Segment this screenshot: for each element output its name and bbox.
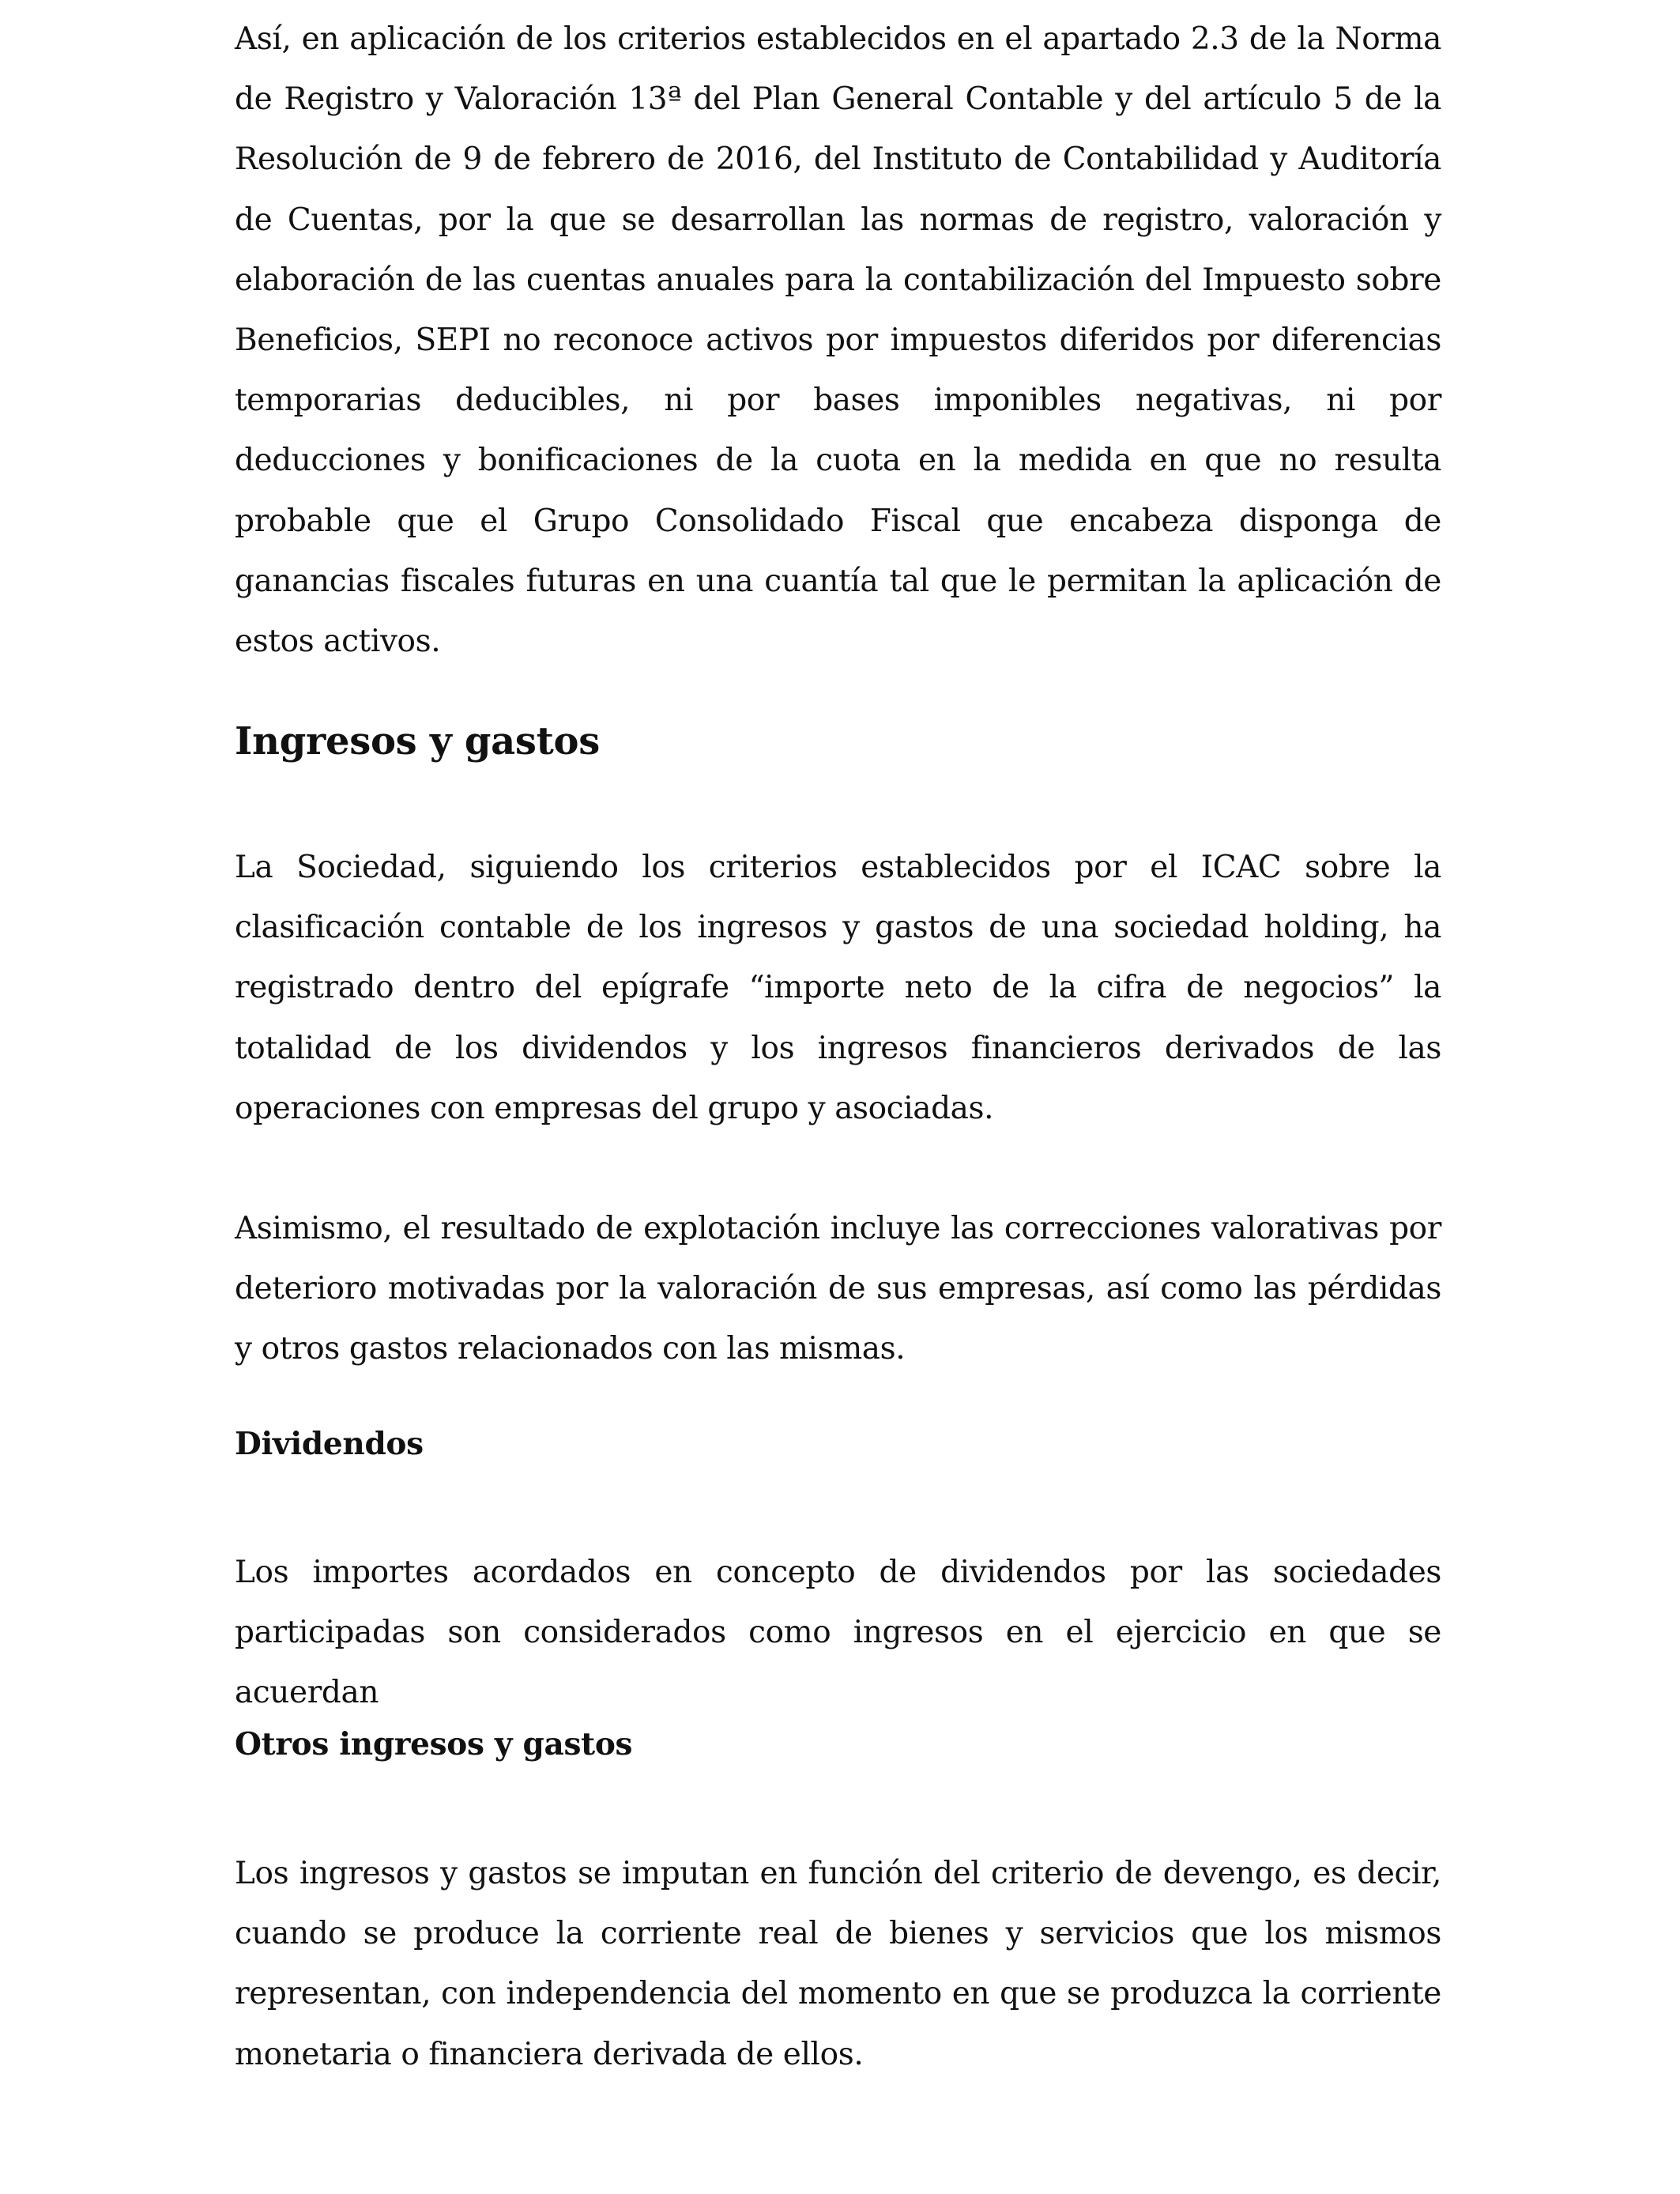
subheading-otros-ingresos-y-gastos: Otros ingresos y gastos [235, 1726, 633, 1762]
paragraph-sociedad-holding: La Sociedad, siguiendo los criterios establecidos por el ICAC sobre la clasificación contable de los ingresos y gastos de una sociedad holding, ha registrado dentro del epígrafe “importe neto de la cifra de negocios” la totalidad de los dividendos y los ingresos financieros derivados de las operaciones con empresas del grupo y asociadas. [235, 850, 1441, 1126]
subheading-dividendos: Dividendos [235, 1426, 424, 1462]
paragraph-criterio-devengo: Los ingresos y gastos se imputan en función del criterio de devengo, es decir, cuando se produce la corriente real de bienes y servicios que los mismos representan, con independencia del momento en que se produzca la corriente monetaria o financiera derivada de ellos. [235, 1856, 1441, 2072]
paragraph-tax-assets: Así, en aplicación de los criterios establecidos en el apartado 2.3 de la Norma de Registro y Valoración 13ª del Plan General Contable y del artículo 5 de la Resolución de 9 de febrero de 2016, del Instituto de Contabilidad y Auditoría de Cuentas, por la que se desarrollan las normas de registro, valoración y elaboración de las cuentas anuales para la contabilización del Impuesto sobre Beneficios, SEPI no reconoce activos por impuestos diferidos por diferencias temporarias deducibles, ni por bases imponibles negativas, ni por deducciones y bonificaciones de la cuota en la medida en que no resulta probable que el Grupo Consolidado Fiscal que encabeza disponga de ganancias fiscales futuras en una cuantía tal que le permitan la aplicación de estos activos. [235, 21, 1441, 660]
paragraph-resultado-explotacion: Asimismo, el resultado de explotación incluye las correcciones valorativas por deterioro motivadas por la valoración de sus empresas, así como las pérdidas y otros gastos relacionados con las mismas. [235, 1211, 1441, 1367]
paragraph-dividendos: Los importes acordados en concepto de dividendos por las sociedades participadas son considerados como ingresos en el ejercicio en que se acuerdan [235, 1555, 1441, 1711]
section-heading-ingresos-y-gastos: Ingresos y gastos [235, 719, 600, 763]
